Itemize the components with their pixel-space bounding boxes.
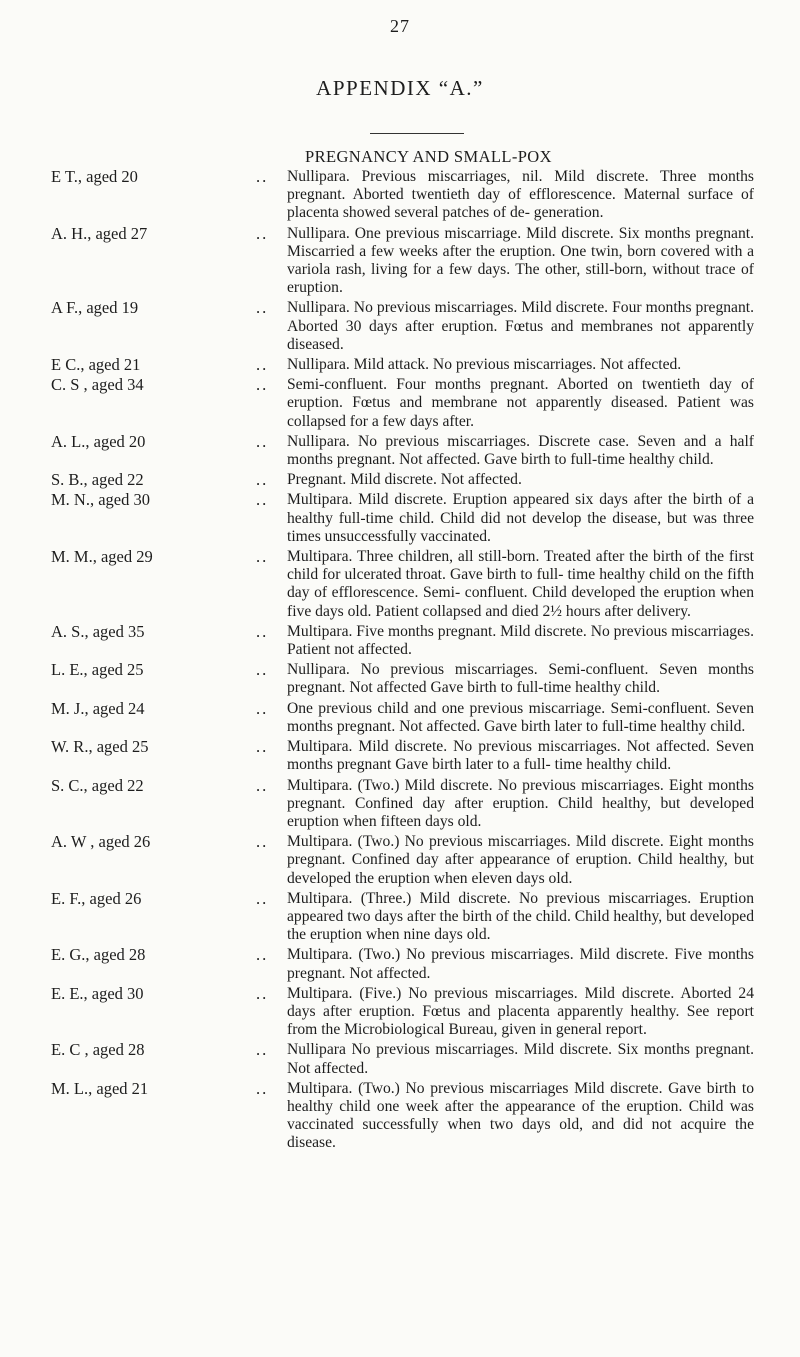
patient-name: A. W , aged 26 — [51, 832, 151, 852]
case-description: One previous child and one previous miscarriage. Semi-confluent. Seven months pregnant. Not affected. Gave birth later to full-time healthy child. — [287, 699, 754, 735]
patient-name: L. E., aged 25 — [51, 660, 144, 680]
case-description: Multipara. (Two.) No previous miscarriages. Mild discrete. Eight months pregnant. Confined day after appearance of eruption. Child healthy, but developed the eruption when eleven days old. — [287, 833, 754, 887]
patient-name: W. R., aged 25 — [51, 737, 149, 757]
leader-dots: .. — [256, 737, 269, 757]
case-description: Semi-confluent. Four months pregnant. Aborted on twentieth day of eruption. Fœtus and membrane not apparently diseased. Patient was collapsed for a few days after. — [287, 376, 754, 430]
leader-dots: .. — [256, 660, 269, 680]
case-entry — [0, 777, 800, 832]
case-description: Nullipara. No previous miscarriages. Mild discrete. Four months pregnant. Aborted 30 days after eruption. Fœtus and membranes not apparently diseased. — [287, 299, 754, 353]
leader-dots: .. — [256, 945, 269, 965]
patient-name: M. J., aged 24 — [51, 698, 145, 718]
case-description: Nullipara No previous miscarriages. Mild discrete. Six months pregnant. Not affected. — [287, 1041, 754, 1077]
title-rule — [370, 133, 464, 134]
case-entry — [0, 376, 800, 431]
patient-name: A. L., aged 20 — [51, 431, 146, 451]
patient-name: E. E., aged 30 — [51, 983, 144, 1003]
patient-name: A. H., aged 27 — [51, 223, 148, 243]
patient-name: M. M., aged 29 — [51, 547, 153, 567]
leader-dots: .. — [256, 547, 269, 567]
case-description: Nullipara. One previous miscarriage. Mild discrete. Six months pregnant. Miscarried a few weeks after the eruption. One twin, born covered with a variola rash, living for a few days. The other, still-born, without trace of eruption. — [287, 224, 754, 297]
case-entry — [0, 890, 800, 945]
leader-dots: .. — [256, 1078, 269, 1098]
leader-dots: .. — [256, 298, 269, 318]
case-description: Nullipara. Mild attack. No previous miscarriages. Not affected. — [287, 356, 682, 374]
patient-name: M. N., aged 30 — [51, 490, 150, 510]
patient-name: C. S , aged 34 — [51, 375, 144, 395]
leader-dots: .. — [256, 1040, 269, 1060]
case-description: Multipara. (Two.) Mild discrete. No previous miscarriages. Eight months pregnant. Confined day after eruption. Child healthy, but developed eruption when fifteen days old. — [287, 776, 754, 830]
patient-name: M. L., aged 21 — [51, 1078, 149, 1098]
case-description: Multipara. (Two.) No previous miscarriages Mild discrete. Gave birth to healthy child one week after the appearance of the eruption. Child was vaccinated successfully when two days old, and did not acquire the disease. — [287, 1079, 754, 1152]
leader-dots: .. — [256, 470, 269, 490]
case-description: Multipara. Mild discrete. Eruption appeared six days after the birth of a healthy full-time child. Child did not develop the disease, but was three times unsuccessfully vaccinated. — [287, 491, 754, 545]
case-description: Multipara. Mild discrete. No previous miscarriages. Not affected. Seven months pregnant Gave birth later to a full- time healthy child. — [287, 738, 754, 774]
case-entry — [0, 661, 800, 697]
page-number: 27 — [390, 16, 410, 36]
leader-dots: .. — [256, 775, 269, 795]
patient-name: E T., aged 20 — [51, 167, 138, 186]
appendix-title: APPENDIX “A.” — [316, 76, 484, 100]
leader-dots: .. — [256, 698, 269, 718]
patient-name: E C., aged 21 — [51, 355, 141, 375]
leader-dots: .. — [256, 983, 269, 1003]
case-entry — [0, 548, 800, 621]
leader-dots: .. — [256, 223, 269, 243]
case-entry — [0, 1080, 800, 1153]
case-entry — [0, 491, 800, 546]
case-entry — [0, 1041, 800, 1077]
leader-dots: .. — [256, 167, 269, 186]
case-list — [0, 168, 800, 1155]
case-description: Nullipara. No previous miscarriages. Semi-confluent. Seven months pregnant. Not affected Gave birth to full-time healthy child. — [287, 661, 754, 697]
leader-dots: .. — [256, 621, 269, 641]
case-entry — [0, 433, 800, 469]
case-description: Nullipara. No previous miscarriages. Discrete case. Seven and a half months pregnant. Not affected. Gave birth to full-time healthy child. — [287, 432, 754, 469]
patient-name: A F., aged 19 — [51, 298, 139, 318]
leader-dots: .. — [256, 832, 269, 852]
section-heading: PREGNANCY AND SMALL-POX — [305, 147, 552, 166]
case-entry — [0, 471, 800, 489]
case-entry — [0, 985, 800, 1040]
leader-dots: .. — [256, 355, 269, 375]
case-description: Pregnant. Mild discrete. Not affected. — [287, 471, 522, 489]
case-description: Multipara. Three children, all still-born. Treated after the birth of the first child for ulcerated throat. Gave birth to full- time healthy child on the fifth day of efflorescence. Semi- confluent. Child developed the eruption when five days old. Patient collapsed and died 2½ hours after delivery. — [287, 548, 754, 620]
patient-name: S. C., aged 22 — [51, 775, 144, 795]
leader-dots: .. — [256, 375, 269, 395]
leader-dots: .. — [256, 431, 269, 451]
case-entry — [0, 833, 800, 888]
case-entry — [0, 299, 800, 354]
patient-name: E. F., aged 26 — [51, 888, 142, 908]
case-entry — [0, 946, 800, 982]
patient-name: S. B., aged 22 — [51, 470, 144, 490]
leader-dots: .. — [256, 888, 269, 908]
case-entry — [0, 700, 800, 736]
case-description: Multipara. (Five.) No previous miscarriages. Mild discrete. Aborted 24 days after eruption. Fœtus and placenta apparently healthy. See report from the Microbiological Bureau, given in general report. — [287, 984, 754, 1039]
case-entry — [0, 168, 800, 223]
case-description: Multipara. (Two.) No previous miscarriages. Mild discrete. Five months pregnant. Not affected. — [287, 946, 754, 982]
leader-dots: .. — [256, 490, 269, 510]
case-entry — [0, 225, 800, 298]
case-entry — [0, 356, 800, 374]
patient-name: E. G., aged 28 — [51, 945, 146, 965]
case-entry — [0, 738, 800, 774]
patient-name: A. S., aged 35 — [51, 621, 145, 641]
patient-name: E. C , aged 28 — [51, 1040, 145, 1060]
case-description: Nullipara. Previous miscarriages, nil. Mild discrete. Three months pregnant. Aborted twentieth day of efflorescence. Maternal surface of placenta showed several patches of de- generation. — [287, 168, 754, 222]
case-description: Multipara. Five months pregnant. Mild discrete. No previous miscarriages. Patient not affected. — [287, 622, 754, 659]
case-description: Multipara. (Three.) Mild discrete. No previous miscarriages. Eruption appeared two days after the birth of the child. Child healthy, but developed the eruption when nine days old. — [287, 889, 754, 944]
case-entry — [0, 623, 800, 659]
